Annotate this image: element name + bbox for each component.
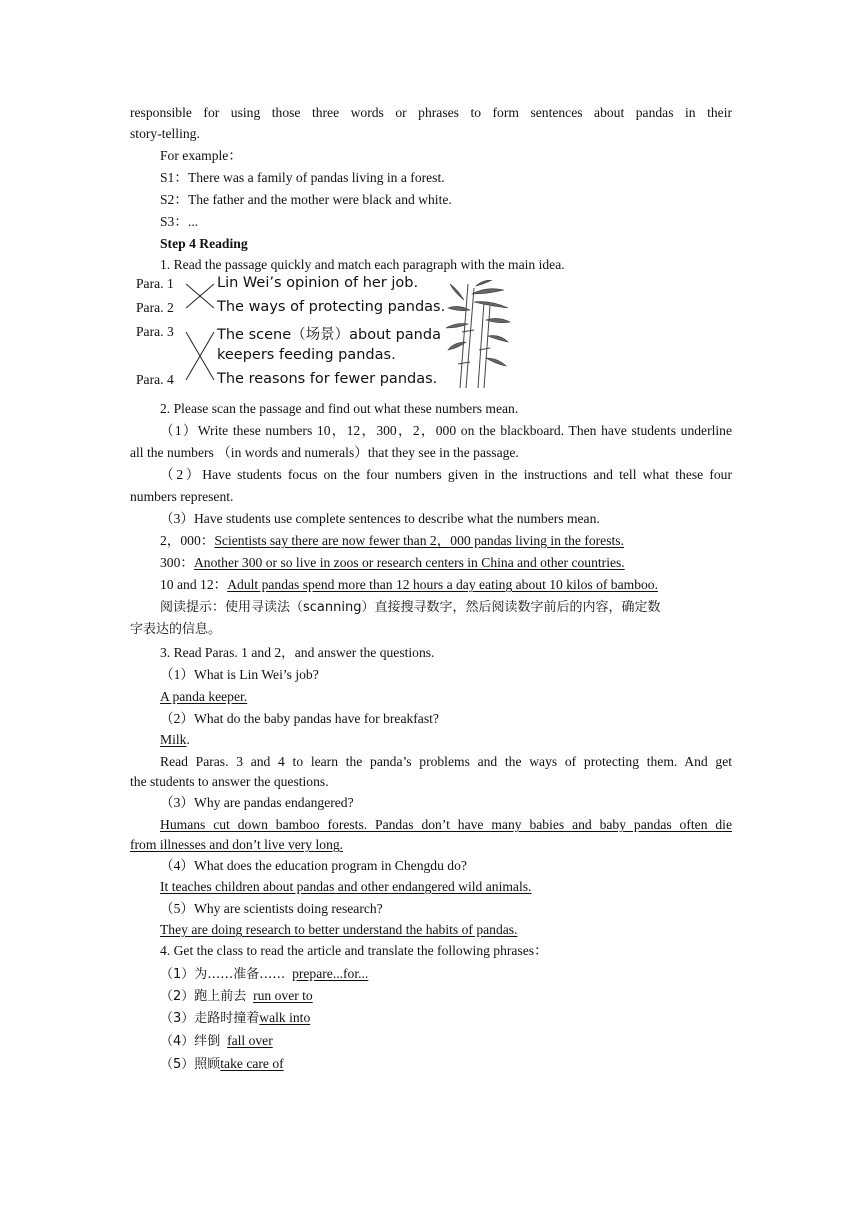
example-label: For example： — [160, 148, 242, 163]
phrase-3-cn: （3）走路时撞着 — [160, 1011, 260, 1026]
phrase-4-en: fall over — [227, 1033, 273, 1048]
phrase-3-en: walk into — [259, 1010, 311, 1025]
answer-1: A panda keeper. — [160, 689, 248, 704]
idea-4: The reasons for fewer pandas. — [217, 371, 438, 387]
question-3: （3）Why are pandas endangered? — [160, 795, 354, 810]
answer-3-a: Humans cut down bamboo forests. Pandas don’t have many babies and baby pandas often die — [160, 817, 732, 832]
phrase-5 — [160, 1055, 732, 1074]
example-s3: S3：... — [160, 214, 199, 229]
number-2000-line — [160, 532, 732, 550]
reading-tip-b: 字表达的信息。 — [130, 622, 222, 637]
number-10-12-answer: Adult pandas spend more than 12 hours a day eating about 10 kilos of bamboo. — [227, 577, 658, 592]
para-label-4: Para. 4 — [136, 372, 174, 387]
question-2: （2）What do the baby pandas have for breakfast? — [160, 711, 439, 726]
step4-heading: Step 4 Reading — [160, 236, 248, 251]
phrase-1 — [160, 965, 732, 984]
phrase-2 — [160, 987, 732, 1006]
idea-3: The scene（场景）about panda — [217, 327, 441, 343]
task2-item1-b: all the numbers （in words and numerals）that they see in the passage. — [130, 445, 519, 460]
answer-2-line — [160, 731, 732, 749]
task4-text: 4. Get the class to read the article and translate the following phrases： — [160, 943, 548, 958]
example-s2: S2：The father and the mother were black and white. — [160, 192, 452, 207]
answer-3-b: from illnesses and don’t live very long. — [130, 837, 344, 852]
number-300-line — [160, 554, 732, 572]
task3-text: 3. Read Paras. 1 and 2，and answer the questions. — [160, 645, 435, 660]
number-300-label: 300： — [160, 555, 194, 570]
read-paras-3-4-b: the students to answer the questions. — [130, 774, 329, 789]
number-2000-label: 2，000： — [160, 533, 215, 548]
bamboo-illustration — [446, 280, 512, 388]
intro-line-1: responsible for using those three words or phrases to form sentences about pandas in their — [130, 105, 732, 120]
phrase-5-cn: （5）照顾 — [160, 1057, 221, 1072]
task2-text: 2. Please scan the passage and find out what these numbers mean. — [160, 401, 519, 416]
example-s1: S1：There was a family of pandas living in a forest. — [160, 170, 445, 185]
phrase-1-en: prepare...for... — [292, 966, 369, 981]
phrase-1-cn: （1）为……准备…… — [160, 967, 286, 982]
phrase-2-en: run over to — [253, 988, 313, 1003]
para-label-2: Para. 2 — [136, 300, 174, 315]
answer-5: They are doing research to better understand the habits of pandas. — [160, 922, 518, 937]
task2-item3: （3）Have students use complete sentences to describe what the numbers mean. — [160, 511, 600, 526]
number-2000-answer: Scientists say there are now fewer than 2，000 pandas living in the forests. — [214, 533, 624, 548]
answer-4: It teaches children about pandas and other endangered wild animals. — [160, 879, 532, 894]
phrase-4 — [160, 1032, 732, 1051]
phrase-5-en: take care of — [220, 1056, 284, 1071]
task2-item1-a: （1）Write these numbers 10，12，300，2，000 on the blackboard. Then have students underline — [160, 423, 732, 438]
number-10-12-line — [160, 576, 732, 594]
task2-item2-a: （2）Have students focus on the four numbers given in the instructions and tell what these four — [160, 467, 732, 482]
question-4: （4）What does the education program in Chengdu do? — [160, 858, 467, 873]
phrase-4-cn: （4）绊倒 — [160, 1034, 221, 1049]
para-label-3: Para. 3 — [136, 324, 174, 339]
question-1: （1）What is Lin Wei’s job? — [160, 667, 319, 682]
task1-text: 1. Read the passage quickly and match each paragraph with the main idea. — [160, 257, 565, 272]
idea-1: Lin Wei’s opinion of her job. — [217, 275, 419, 291]
intro-line-2: story-telling. — [130, 126, 200, 141]
idea-2: The ways of protecting pandas. — [217, 299, 446, 315]
task2-item2-b: numbers represent. — [130, 489, 234, 504]
para-label-1: Para. 1 — [136, 276, 174, 291]
idea-3-cont: keepers feeding pandas. — [217, 347, 396, 363]
answer-2-period: . — [186, 732, 190, 747]
read-paras-3-4-a: Read Paras. 3 and 4 to learn the panda’s problems and the ways of protecting them. And get — [160, 754, 732, 769]
answer-2: Milk — [160, 732, 187, 747]
question-5: （5）Why are scientists doing research? — [160, 901, 383, 916]
phrase-2-cn: （2）跑上前去 — [160, 989, 247, 1004]
phrase-3 — [160, 1009, 732, 1028]
reading-tip-a: 阅读提示：使用寻读法（scanning）直接搜寻数字，然后阅读数字前后的内容，确定数 — [160, 600, 661, 615]
number-10-12-label: 10 and 12： — [160, 577, 228, 592]
number-300-answer: Another 300 or so live in zoos or research centers in China and other countries. — [193, 555, 625, 570]
